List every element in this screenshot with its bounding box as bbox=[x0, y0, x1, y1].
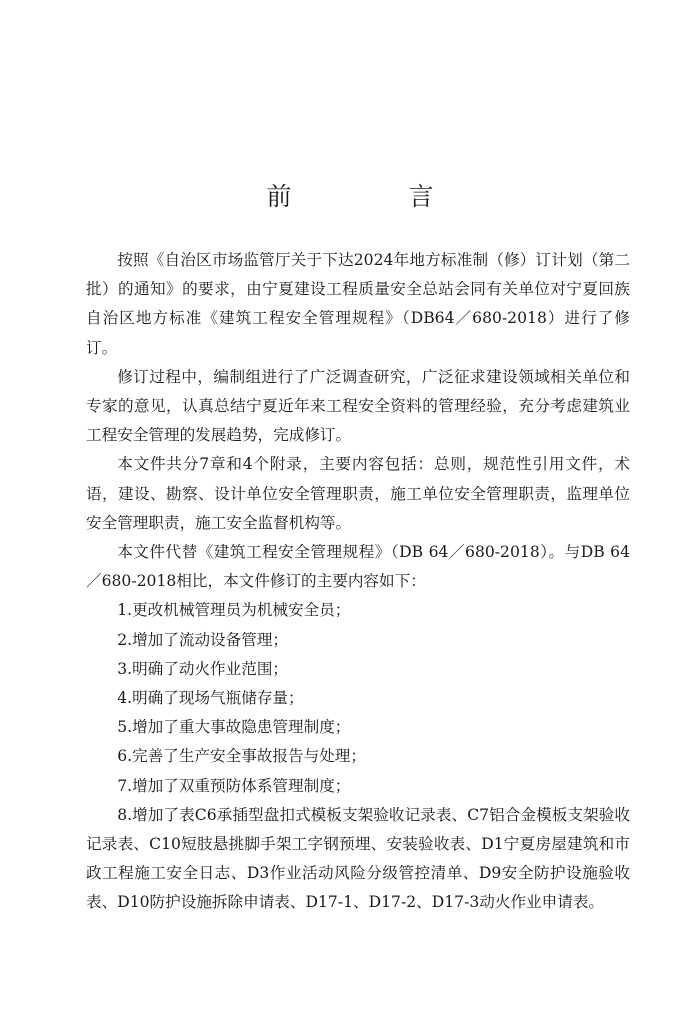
paragraph-replacement: 本文件代替《建筑工程安全管理规程》（DB 64／680-2018）。与DB 64／680-2018相比，本文件修订的主要内容如下： bbox=[86, 543, 630, 591]
preface-body bbox=[86, 246, 630, 918]
list-item: 1.更改机械管理员为机械安全员； bbox=[117, 601, 351, 620]
list-item: 4.明确了现场气瓶储存量； bbox=[117, 689, 304, 708]
paragraph-process: 修订过程中，编制组进行了广泛调查研究，广泛征求建设领域相关单位和专家的意见，认真总结宁夏近年来工程安全资料的管理经验，充分考虑建筑业工程安全管理的发展趋势，完成修订。 bbox=[86, 367, 630, 445]
list-item: 2.增加了流动设备管理； bbox=[117, 630, 289, 649]
list-item: 8.增加了表C6承插型盘扣式模板支架验收记录表、C7铝合金模板支架验收记录表、C10短肢悬挑脚手架工字钢预埋、安装验收表、D1宁夏房屋建筑和市政工程施工安全日志、D3作业活动风险分级管控清单、D9安全防护设施验收表、D10防护设施拆除申请表、D17-1、D17-2、D17-3动火作业申请表。 bbox=[86, 805, 630, 912]
list-item: 3.明确了动火作业范围； bbox=[117, 659, 289, 678]
list-item: 5.增加了重大事故隐患管理制度； bbox=[117, 718, 351, 737]
list-item: 6.完善了生产安全事故报告与处理； bbox=[117, 747, 366, 766]
list-item: 7.增加了双重预防体系管理制度； bbox=[117, 776, 351, 795]
paragraph-basis: 按照《自治区市场监管厅关于下达2024年地方标准制（修）订计划（第二批）的通知》的要求，由宁夏建设工程质量安全总站会同有关单位对宁夏回族自治区地方标准《建筑工程安全管理规程》（DB64／680-2018）进行了修订。 bbox=[86, 251, 630, 357]
page-title: 前 言 bbox=[266, 181, 480, 211]
paragraph-structure: 本文件共分7章和4个附录，主要内容包括：总则，规范性引用文件，术语，建设、勘察、设计单位安全管理职责，施工单位安全管理职责，监理单位安全管理职责，施工安全监督机构等。 bbox=[86, 455, 630, 532]
